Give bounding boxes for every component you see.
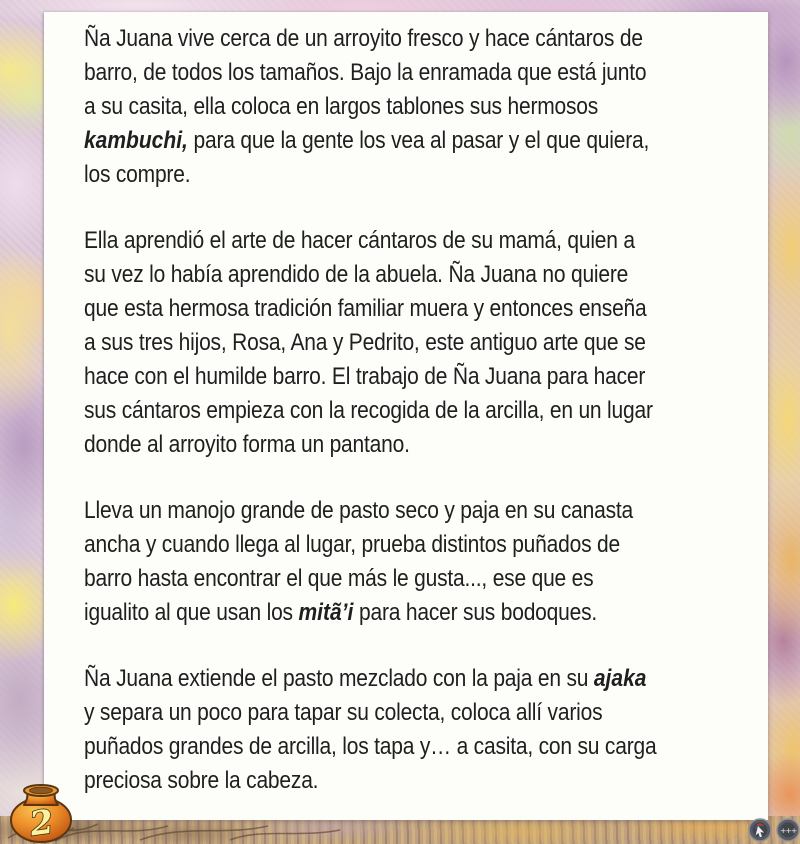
text-segment: para que la gente los vea al pasar y el que quiera, xyxy=(187,127,650,154)
text-line: hace con el humilde barro. El trabajo de Ña Juana para hacer xyxy=(84,363,646,390)
text-segment: igualito al que usan los xyxy=(84,599,299,626)
text-line: a sus tres hijos, Rosa, Ana y Pedrito, este antiguo arte que se xyxy=(84,329,646,356)
paragraph-2 xyxy=(84,224,768,462)
page-number: 2 xyxy=(27,801,56,844)
cursor-badge-icon[interactable] xyxy=(749,819,771,841)
footer-badges xyxy=(746,816,800,844)
text-line xyxy=(84,122,768,160)
pot-icon xyxy=(5,782,79,844)
text-line: ancha y cuando llega al lugar, prueba distintos puñados de xyxy=(84,531,620,558)
text-line: barro, de todos los tamaños. Bajo la enramada que está junto xyxy=(84,59,647,86)
guarani-word-kambuchi: kambuchi, xyxy=(84,127,188,154)
text-line: Ella aprendió el arte de hacer cántaros de su mamá, quien a xyxy=(84,227,635,254)
text-line: barro hasta encontrar el que más le gusta..., ese que es xyxy=(84,565,594,592)
text-line xyxy=(84,660,768,698)
paragraph-1 xyxy=(84,22,768,192)
text-line: a su casita, ella coloca en largos tablones sus hermosos xyxy=(84,93,599,120)
paragraph-3 xyxy=(84,494,768,630)
text-line: Ña Juana vive cerca de un arroyito fresco y hace cántaros de xyxy=(84,25,643,52)
text-line: donde al arroyito forma un pantano. xyxy=(84,431,410,458)
story-text xyxy=(44,12,768,798)
text-line: sus cántaros empieza con la recogida de la arcilla, en un lugar xyxy=(84,397,653,424)
text-line: los compre. xyxy=(84,161,191,188)
page-paper xyxy=(44,12,768,820)
text-line: puñados grandes de arcilla, los tapa y… a casita, con su carga xyxy=(84,733,657,760)
more-badge-icon[interactable] xyxy=(777,819,799,841)
text-line: Lleva un manojo grande de pasto seco y paja en su canasta xyxy=(84,497,633,524)
text-line: y separa un poco para tapar su colecta, coloca allí varios xyxy=(84,699,603,726)
text-segment: para hacer sus bodoques. xyxy=(353,599,598,626)
text-line: que esta hermosa tradición familiar muera y entonces enseña xyxy=(84,295,647,322)
page-number-pot xyxy=(5,782,79,844)
text-line: preciosa sobre la cabeza. xyxy=(84,767,319,794)
text-line: su vez lo había aprendido de la abuela. Ña Juana no quiere xyxy=(84,261,629,288)
text-line xyxy=(84,594,768,632)
more-badge-glyph: +++ xyxy=(780,826,797,837)
paragraph-4 xyxy=(84,662,768,798)
guarani-word-mitai: mitã’i xyxy=(298,599,354,626)
guarani-word-ajaka: ajaka xyxy=(593,665,647,692)
text-segment: Ña Juana extiende el pasto mezclado con la paja en su xyxy=(84,665,594,692)
